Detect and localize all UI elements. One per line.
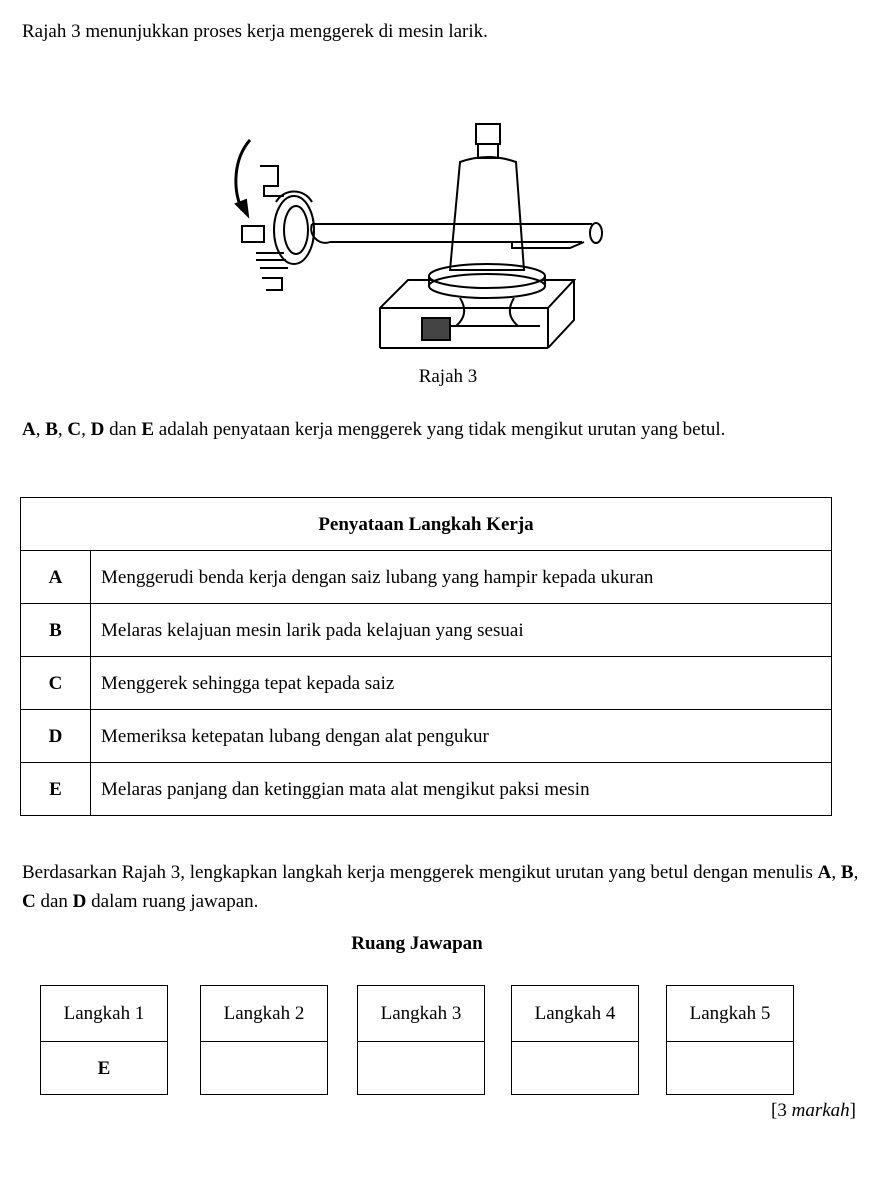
table-row [21, 710, 832, 763]
row-text: Melaras kelajuan mesin larik pada kelajuan yang sesuai [91, 604, 832, 657]
step-label: Langkah 1 [41, 986, 167, 1042]
intro-text: Rajah 3 menunjukkan proses kerja menggerek di mesin larik. [22, 21, 488, 42]
figure-caption: Rajah 3 [418, 366, 478, 387]
step-answer-field[interactable] [201, 1042, 327, 1095]
row-text: Menggerek sehingga tepat kepada saiz [91, 657, 832, 710]
row-letter: C [21, 657, 91, 710]
row-letter: A [21, 551, 91, 604]
letter-b: B [45, 419, 58, 440]
table-row [21, 604, 832, 657]
row-letter: D [21, 710, 91, 763]
row-text: Melaras panjang dan ketinggian mata alat mengikut paksi mesin [91, 763, 832, 816]
row-text: Menggerudi benda kerja dengan saiz lubang yang hampir kepada ukuran [91, 551, 832, 604]
table-row [21, 657, 832, 710]
letter-a: A [22, 419, 36, 440]
step-label: Langkah 3 [358, 986, 484, 1042]
marks-label: [3 markah] [771, 1100, 856, 1121]
step-box-4 [511, 985, 639, 1095]
row-text: Memeriksa ketepatan lubang dengan alat pengukur [91, 710, 832, 763]
row-letter: E [21, 763, 91, 816]
step-label: Langkah 5 [667, 986, 793, 1042]
statement-text: A, B, C, D dan E adalah penyataan kerja menggerek yang tidak mengikut urutan yang betul. [22, 419, 726, 440]
instruction-text: Berdasarkan Rajah 3, lengkapkan langkah kerja menggerek mengikut urutan yang betul dengan menulis A, B, C dan D dalam ruang jawapan. [22, 862, 859, 912]
step-label: Langkah 2 [201, 986, 327, 1042]
work-steps-table [20, 497, 832, 816]
step-label: Langkah 4 [512, 986, 638, 1042]
step-answer-field[interactable] [512, 1042, 638, 1095]
letter-e: E [141, 419, 155, 440]
step-answer-field[interactable]: E [97, 1058, 111, 1079]
table-row [21, 551, 832, 604]
letter-c: C [67, 419, 82, 440]
step-box-1 [40, 985, 168, 1095]
answer-space-title: Ruang Jawapan [351, 933, 483, 954]
table-row [21, 763, 832, 816]
table-header: Penyataan Langkah Kerja [21, 498, 832, 551]
step-answer-field[interactable] [667, 1042, 793, 1095]
letter-d: D [90, 419, 105, 440]
step-box-5 [666, 985, 794, 1095]
step-box-2 [200, 985, 328, 1095]
step-answer-field[interactable] [358, 1042, 484, 1095]
boring-lathe-diagram [212, 118, 632, 358]
row-letter: B [21, 604, 91, 657]
step-box-3 [357, 985, 485, 1095]
